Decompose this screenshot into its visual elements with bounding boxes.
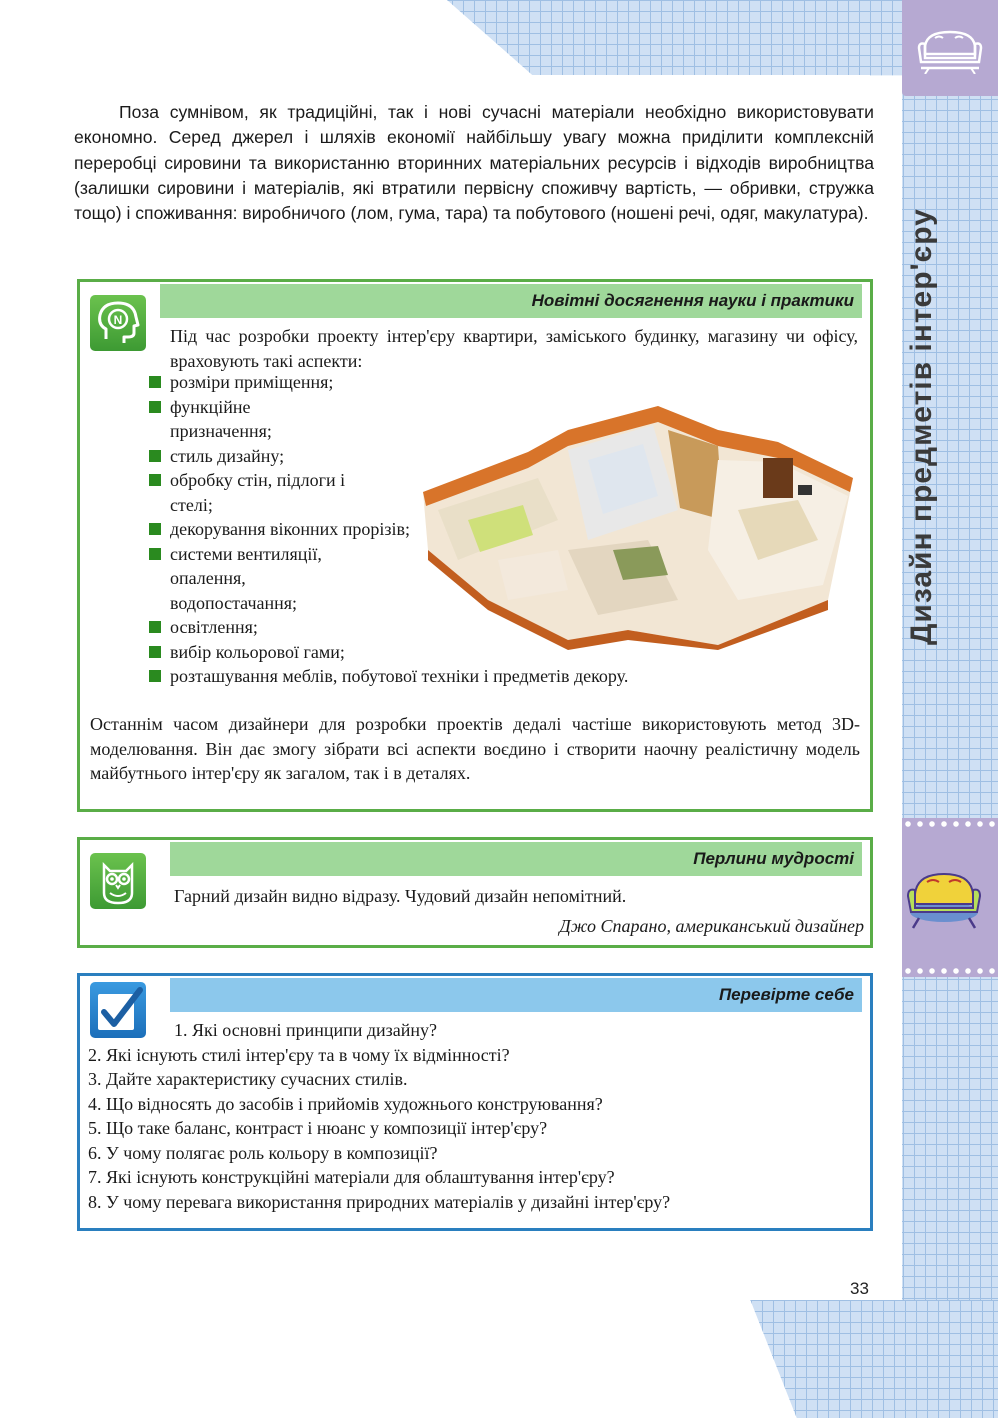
box-title: Новітні досягнення науки і практики [160,284,862,318]
grid-decoration-bottom [740,1300,998,1418]
question-item: 4. Що відносять до засобів і прийомів художнього конструювання? [88,1093,603,1114]
question-item: 7. Які існують конструкційні матеріали для облаштування інтер'єру? [88,1167,615,1187]
self-check-box [77,973,873,1231]
head-n-icon [90,295,146,351]
wisdom-pearls-box [77,837,873,948]
quote-author: Джо Спарано, американський дизайнер [559,916,864,936]
box-title: Перлини мудрості [170,842,862,876]
svg-text:N: N [113,313,123,327]
page-number: 33 [850,1279,869,1298]
question-item: 1. Які основні принципи дизайну? [174,1020,438,1040]
sofa-icon [905,860,983,932]
intro-paragraph: Поза сумнівом, як традиційні, так і нові сучасні матеріали необхідно використовувати економно. Серед джерел і шляхів економії найбільшу увагу можна приділити комплексній переробці сировини та використанню вторинних матеріальних ресурсів і відходів виробництва (залишки сировини і матеріалів, які втратили первісну споживчу вартість, — обривки, стружка тощо) і споживання: виробничого (лом, гума, тара) та побутового (ношені речі, одяг, макулатура). [74,102,874,224]
quote-text: Гарний дизайн видно відразу. Чудовий дизайн непомітний. [174,886,627,906]
list-item: освітлення; [148,615,398,640]
sofa-icon [917,24,983,74]
dotted-divider [902,818,998,830]
list-item: функційне призначення; [148,395,300,444]
question-item: 3. Дайте характеристику сучасних стилів. [88,1069,408,1089]
question-item: 8. У чому перевага використання природних матеріалів у дизайні інтер'єру? [88,1191,671,1212]
list-item: розміри приміщення; [148,370,398,395]
box-lead-text: Під час розробки проекту інтер'єру квартири, заміського будинку, магазину чи офісу, враховують такі аспекти: [170,326,858,371]
list-item: вибір кольорової гами; [148,640,398,665]
box-closing-text: Останнім часом дизайнери для розробки проектів дедалі частіше використовують метод 3D-моделювання. Він дає змогу зібрати всі аспекти воєдино і створити наочну реалістичну модель майбутнього інтер'єру як загалом, так і в деталях. [90,714,860,783]
house-3d-model-image [418,400,863,650]
side-section-title: Дизайн предметів інтер'єру [905,208,938,645]
list-item: обробку стін, підлоги і стелі; [148,468,390,517]
list-item: розташування меблів, побутової техніки і предметів декору. [148,664,810,689]
list-item: декорування віконних прорізів; [148,517,410,542]
question-item: 2. Які існують стилі інтер'єру та в чому їх відмінності? [88,1044,510,1065]
question-item: 6. У чому полягає роль кольору в композиції? [88,1142,438,1163]
owl-icon [90,853,146,909]
questions-list [88,1018,868,1214]
list-item: системи вентиляції, опалення, водопостачання; [148,542,370,616]
aspects-list [148,370,629,689]
dotted-divider [902,965,998,977]
list-item: стиль дизайну; [148,444,398,469]
box-title: Перевірте себе [170,978,862,1012]
question-item: 5. Що таке баланс, контраст і нюанс у композиції інтер'єру? [88,1118,548,1138]
